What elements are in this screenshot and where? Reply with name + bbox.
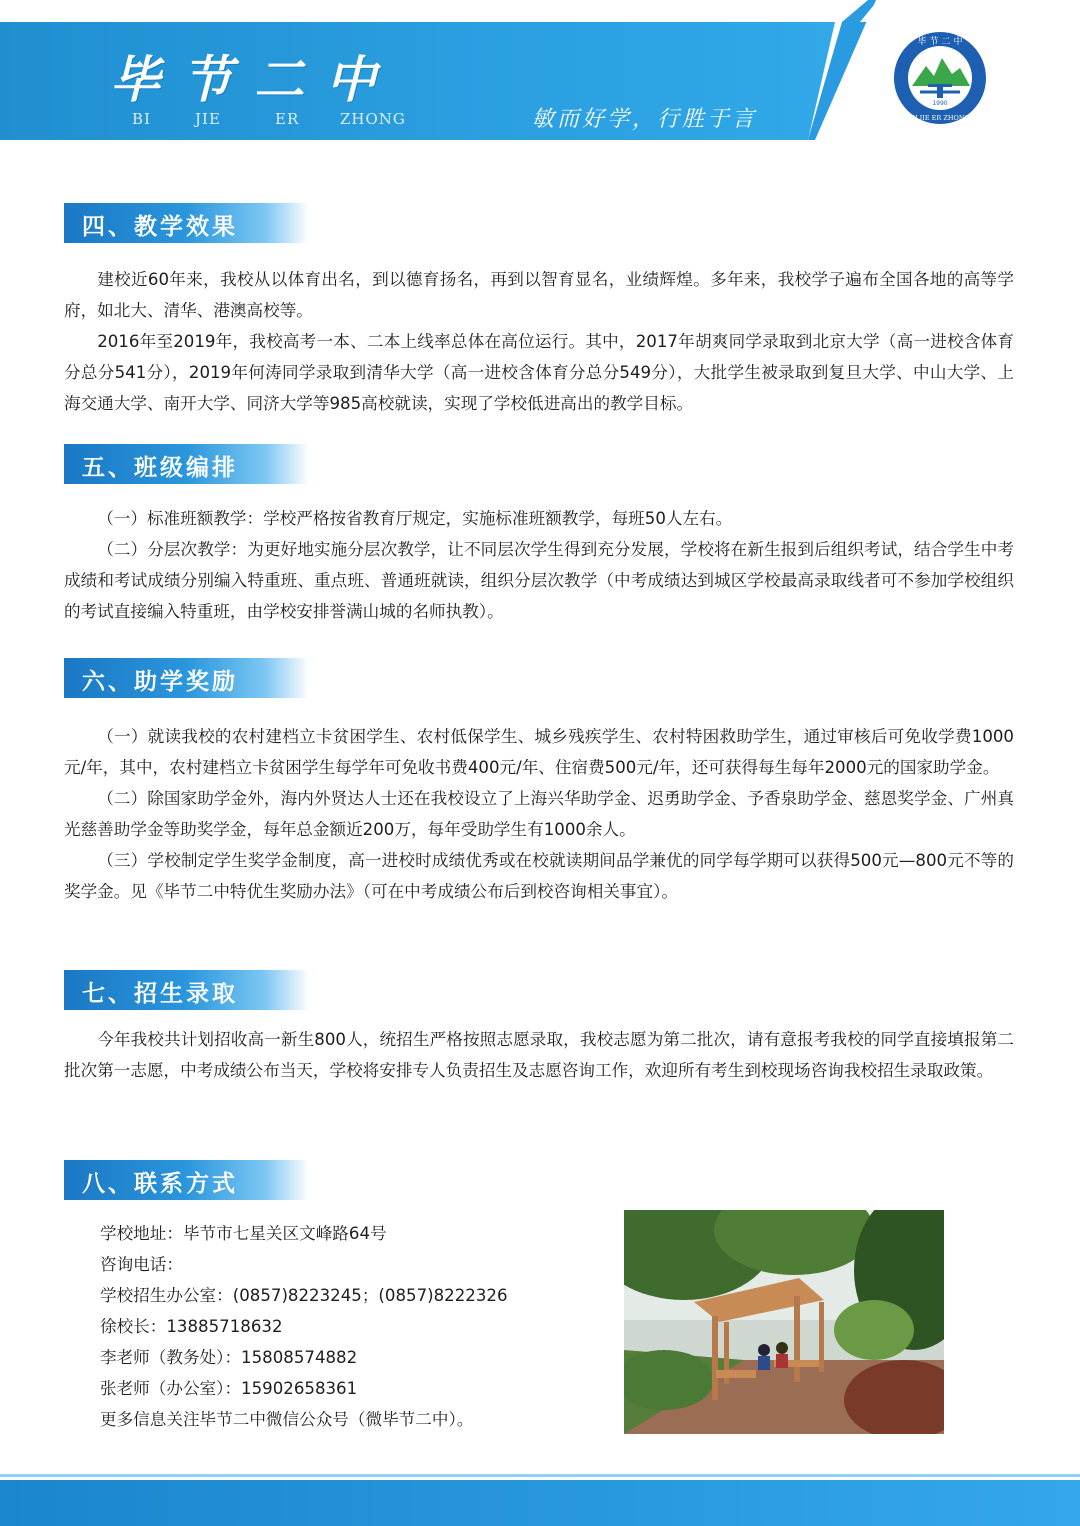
logo-char-3: 二 xyxy=(941,37,951,47)
section-heading-admissions xyxy=(64,970,309,1010)
paragraph: （一）就读我校的农村建档立卡贫困学生、农村低保学生、城乡残疾学生、农村特困救助学生，通过审核后可免收学费1000元/年，其中，农村建档立卡贫困学生每学年可免收书费400元/年、住宿费500元/年，还可获得每生每年2000元的国家助学金。 xyxy=(64,727,1014,777)
logo-year: 1990 xyxy=(932,100,948,107)
contact-teacher-li: 李老师（教务处）：15808574882 xyxy=(100,1348,358,1367)
section-title: 五、班级编排 xyxy=(82,455,238,481)
pinyin-zhong: ZHONG xyxy=(340,110,406,128)
section-heading-class-arrangement xyxy=(64,444,309,484)
section-heading-contact xyxy=(64,1160,309,1200)
contact-teacher-zhang: 张老师（办公室）：15902658361 xyxy=(100,1379,358,1398)
school-logo xyxy=(890,28,990,128)
section-title: 四、教学效果 xyxy=(82,214,238,240)
logo-pinyin: BI JIE ER ZHONG xyxy=(910,114,970,122)
pinyin-er: ER xyxy=(275,110,300,128)
footer-band xyxy=(0,1480,1080,1526)
paragraph: （一）标准班额教学：学校严格按省教育厅规定，实施标准班额教学，每班50人左右。 xyxy=(97,509,733,528)
pinyin-jie: JIE xyxy=(195,110,221,128)
pinyin-bi: BI xyxy=(132,110,151,128)
section-body-admissions xyxy=(64,1024,1014,1086)
footer-divider xyxy=(0,1474,1080,1477)
logo-char-1: 毕 xyxy=(917,37,927,47)
paragraph: （二）分层次教学：为更好地实施分层次教学，让不同层次学生得到充分发展，学校将在新生报到后组织考试，结合学生中考成绩和考试成绩分别编入特重班、重点班、普通班就读，组织分层次教学（中考成绩达到城区学校最高录取线者可不参加学校组织的考试直接编入特重班，由学校安排誉满山城的名师执教）。 xyxy=(64,540,1014,621)
paragraph: （二）除国家助学金外，海内外贤达人士还在我校设立了上海兴华助学金、迟勇助学金、予香泉助学金、慈恩奖学金、广州真光慈善助学金等助奖学金，每年总金额近200万，每年受助学生有1000余人。 xyxy=(64,789,1014,839)
school-motto: 敏而好学，行胜于言 xyxy=(532,107,758,132)
campus-pavilion-photo xyxy=(624,1210,944,1434)
section-heading-financial-aid xyxy=(64,658,309,698)
section-title: 七、招生录取 xyxy=(82,981,238,1007)
page-header xyxy=(0,0,1080,150)
contact-wechat: 更多信息关注毕节二中微信公众号（微毕节二中）。 xyxy=(100,1410,474,1429)
contact-info xyxy=(100,1218,580,1435)
section-title: 八、联系方式 xyxy=(82,1171,238,1197)
section-body-teaching-results xyxy=(64,264,1014,419)
paragraph: 2016年至2019年，我校高考一本、二本上线率总体在高位运行。其中，2017年胡爽同学录取到北京大学（高一进校含体育分总分541分），2019年何涛同学录取到清华大学（高一进校含体育分总分549分），大批学生被录取到复旦大学、中山大学、上海交通大学、南开大学、同济大学等985高校就读，实现了学校低进高出的教学目标。 xyxy=(64,332,1014,413)
paragraph: 建校近60年来，我校从以体育出名，到以德育扬名，再到以智育显名，业绩辉煌。多年来，我校学子遍布全国各地的高等学府，如北大、清华、港澳高校等。 xyxy=(64,270,1014,320)
paragraph: （三）学校制定学生奖学金制度，高一进校时成绩优秀或在校就读期间品学兼优的同学每学期可以获得500元—800元不等的奖学金。见《毕节二中特优生奖励办法》（可在中考成绩公布后到校咨询相关事宜）。 xyxy=(64,851,1014,901)
logo-char-2: 节 xyxy=(929,37,939,47)
section-body-class-arrangement xyxy=(64,503,1014,627)
logo-char-4: 中 xyxy=(953,37,963,47)
contact-principal: 徐校长：13885718632 xyxy=(100,1317,283,1336)
contact-address: 学校地址：毕节市七星关区文峰路64号 xyxy=(100,1224,387,1243)
section-heading-teaching-results xyxy=(64,203,309,243)
school-title: 毕节二中 xyxy=(110,51,398,109)
contact-admissions-office: 学校招生办公室：(0857)8223245；(0857)8222326 xyxy=(100,1286,508,1305)
section-title: 六、助学奖励 xyxy=(82,669,238,695)
contact-phone-label: 咨询电话： xyxy=(100,1255,183,1274)
section-body-financial-aid xyxy=(64,721,1014,907)
paragraph: 今年我校共计划招收高一新生800人，统招生严格按照志愿录取，我校志愿为第二批次，请有意报考我校的同学直接填报第二批次第一志愿，中考成绩公布当天，学校将安排专人负责招生及志愿咨询工作，欢迎所有考生到校现场咨询我校招生录取政策。 xyxy=(64,1030,1014,1080)
